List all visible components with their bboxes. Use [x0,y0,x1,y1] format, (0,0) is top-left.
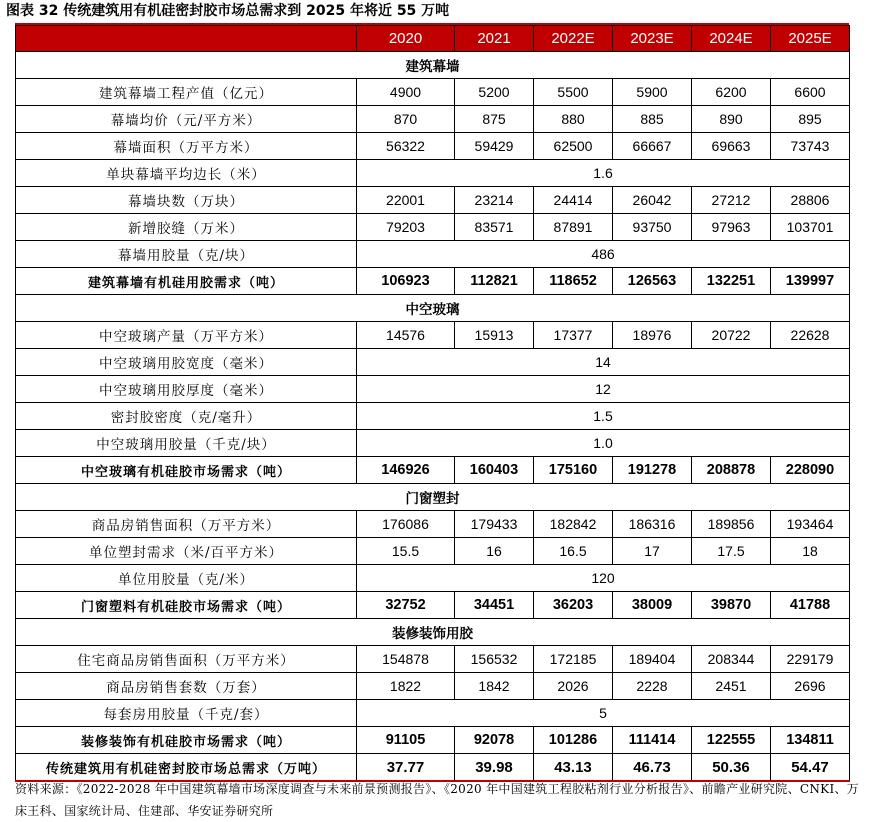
cell-value: 4900 [357,79,455,106]
merged-value: 1.5 [357,403,850,430]
cell-value: 66667 [613,133,692,160]
cell-value: 2696 [771,673,850,700]
section-header-row [16,52,850,79]
cell-value: 179433 [455,511,534,538]
row-label: 中空玻璃产量（万平方米） [16,322,357,349]
cell-value: 5500 [534,79,613,106]
section-title: 装修装饰用胶 [16,619,850,646]
grand-total-value: 39.98 [455,754,534,782]
cell-value: 16 [455,538,534,565]
total-value: 39870 [692,592,771,619]
total-value: 92078 [455,727,534,754]
cell-value: 193464 [771,511,850,538]
cell-value: 87891 [534,214,613,241]
cell-value: 17.5 [692,538,771,565]
row-label: 商品房销售套数（万套） [16,673,357,700]
column-header: 2025E [771,26,850,52]
row-label: 幕墙面积（万平方米） [16,133,357,160]
column-header: 2024E [692,26,771,52]
cell-value: 6200 [692,79,771,106]
row-label: 住宅商品房销售面积（万平方米） [16,646,357,673]
cell-value: 17377 [534,322,613,349]
total-value: 191278 [613,457,692,484]
cell-value: 189404 [613,646,692,673]
cell-value: 16.5 [534,538,613,565]
cell-value: 1842 [455,673,534,700]
row-label: 每套房用胶量（千克/套） [16,700,357,727]
cell-value: 15.5 [357,538,455,565]
table-row [16,376,850,403]
cell-value: 189856 [692,511,771,538]
total-value: 36203 [534,592,613,619]
cell-value: 880 [534,106,613,133]
total-value: 122555 [692,727,771,754]
total-value: 112821 [455,268,534,295]
row-label: 幕墙用胶量（克/块） [16,241,357,268]
merged-value: 1.0 [357,430,850,457]
table-row [16,430,850,457]
row-label: 建筑幕墙工程产值（亿元） [16,79,357,106]
table-row [16,133,850,160]
cell-value: 870 [357,106,455,133]
cell-value: 83571 [455,214,534,241]
total-value: 139997 [771,268,850,295]
table-row [16,700,850,727]
row-label: 中空玻璃用胶宽度（毫米） [16,349,357,376]
grand-total-value: 50.36 [692,754,771,782]
cell-value: 73743 [771,133,850,160]
table-row [16,106,850,133]
total-value: 111414 [613,727,692,754]
total-value: 146926 [357,457,455,484]
cell-value: 156532 [455,646,534,673]
total-label: 中空玻璃有机硅胶市场需求（吨） [16,457,357,484]
cell-value: 62500 [534,133,613,160]
cell-value: 6600 [771,79,850,106]
table-row [16,565,850,592]
grand-total-value: 37.77 [357,754,455,782]
table-row [16,187,850,214]
section-total-row [16,727,850,754]
table-row [16,349,850,376]
cell-value: 20722 [692,322,771,349]
column-header: 2023E [613,26,692,52]
cell-value: 22001 [357,187,455,214]
cell-value: 2451 [692,673,771,700]
cell-value: 154878 [357,646,455,673]
cell-value: 56322 [357,133,455,160]
cell-value: 186316 [613,511,692,538]
grand-total-label: 传统建筑用有机硅密封胶市场总需求（万吨） [16,754,357,782]
total-value: 126563 [613,268,692,295]
table-row [16,673,850,700]
section-header-row [16,484,850,511]
total-value: 160403 [455,457,534,484]
total-value: 134811 [771,727,850,754]
merged-value: 120 [357,565,850,592]
section-title: 建筑幕墙 [16,52,850,79]
total-value: 228090 [771,457,850,484]
total-label: 门窗塑料有机硅胶市场需求（吨） [16,592,357,619]
section-header-row [16,295,850,322]
grand-total-value: 46.73 [613,754,692,782]
row-label: 新增胶缝（万米） [16,214,357,241]
section-title: 门窗塑封 [16,484,850,511]
demand-table [15,25,850,782]
column-header: 2020 [357,26,455,52]
total-value: 208878 [692,457,771,484]
total-value: 175160 [534,457,613,484]
merged-value: 486 [357,241,850,268]
cell-value: 172185 [534,646,613,673]
merged-value: 5 [357,700,850,727]
grand-total-value: 54.47 [771,754,850,782]
cell-value: 18976 [613,322,692,349]
table-row [16,79,850,106]
section-title: 中空玻璃 [16,295,850,322]
cell-value: 103701 [771,214,850,241]
cell-value: 5200 [455,79,534,106]
row-label: 单位用胶量（克/米） [16,565,357,592]
figure-title: 图表 32 传统建筑用有机硅密封胶市场总需求到 2025 年将近 55 万吨 [6,3,450,19]
cell-value: 14576 [357,322,455,349]
row-label: 单位塑封需求（米/百平方米） [16,538,357,565]
cell-value: 17 [613,538,692,565]
row-label: 商品房销售面积（万平方米） [16,511,357,538]
cell-value: 890 [692,106,771,133]
merged-value: 1.6 [357,160,850,187]
cell-value: 875 [455,106,534,133]
total-label: 装修装饰有机硅胶市场需求（吨） [16,727,357,754]
total-label: 建筑幕墙有机硅用胶需求（吨） [16,268,357,295]
cell-value: 22628 [771,322,850,349]
cell-value: 79203 [357,214,455,241]
cell-value: 229179 [771,646,850,673]
cell-value: 885 [613,106,692,133]
table-row [16,241,850,268]
column-header: 2021 [455,26,534,52]
cell-value: 15913 [455,322,534,349]
cell-value: 2026 [534,673,613,700]
table-row [16,511,850,538]
total-value: 132251 [692,268,771,295]
total-value: 106923 [357,268,455,295]
cell-value: 27212 [692,187,771,214]
grand-total-value: 43.13 [534,754,613,782]
table-row [16,214,850,241]
row-label: 单块幕墙平均边长（米） [16,160,357,187]
cell-value: 895 [771,106,850,133]
header-corner [16,26,357,52]
table-row [16,322,850,349]
cell-value: 1822 [357,673,455,700]
total-value: 34451 [455,592,534,619]
cell-value: 28806 [771,187,850,214]
total-value: 91105 [357,727,455,754]
merged-value: 12 [357,376,850,403]
row-label: 密封胶密度（克/毫升） [16,403,357,430]
cell-value: 2228 [613,673,692,700]
section-total-row [16,268,850,295]
header-row [16,26,850,52]
section-header-row [16,619,850,646]
row-label: 中空玻璃用胶量（千克/块） [16,430,357,457]
cell-value: 208344 [692,646,771,673]
total-value: 38009 [613,592,692,619]
total-value: 41788 [771,592,850,619]
total-value: 101286 [534,727,613,754]
cell-value: 97963 [692,214,771,241]
cell-value: 26042 [613,187,692,214]
cell-value: 5900 [613,79,692,106]
section-total-row [16,457,850,484]
table-row [16,538,850,565]
cell-value: 176086 [357,511,455,538]
column-header: 2022E [534,26,613,52]
row-label: 幕墙均价（元/平方米） [16,106,357,133]
row-label: 中空玻璃用胶厚度（毫米） [16,376,357,403]
cell-value: 93750 [613,214,692,241]
cell-value: 23214 [455,187,534,214]
merged-value: 14 [357,349,850,376]
source-note: 资料来源：《2022-2028 年中国建筑幕墙市场深度调查与未来前景预测报告》、《2020 年中国建筑工程胶粘剂行业分析报告》、前瞻产业研究院、CNKI、万床王科、国家统计局、住建部、华安证券研究所 [15,782,860,818]
grand-total-row [16,754,850,782]
total-value: 118652 [534,268,613,295]
cell-value: 18 [771,538,850,565]
row-label: 幕墙块数（万块） [16,187,357,214]
table-row [16,646,850,673]
section-total-row [16,592,850,619]
cell-value: 69663 [692,133,771,160]
table-row [16,403,850,430]
total-value: 32752 [357,592,455,619]
table-row [16,160,850,187]
cell-value: 59429 [455,133,534,160]
cell-value: 182842 [534,511,613,538]
cell-value: 24414 [534,187,613,214]
